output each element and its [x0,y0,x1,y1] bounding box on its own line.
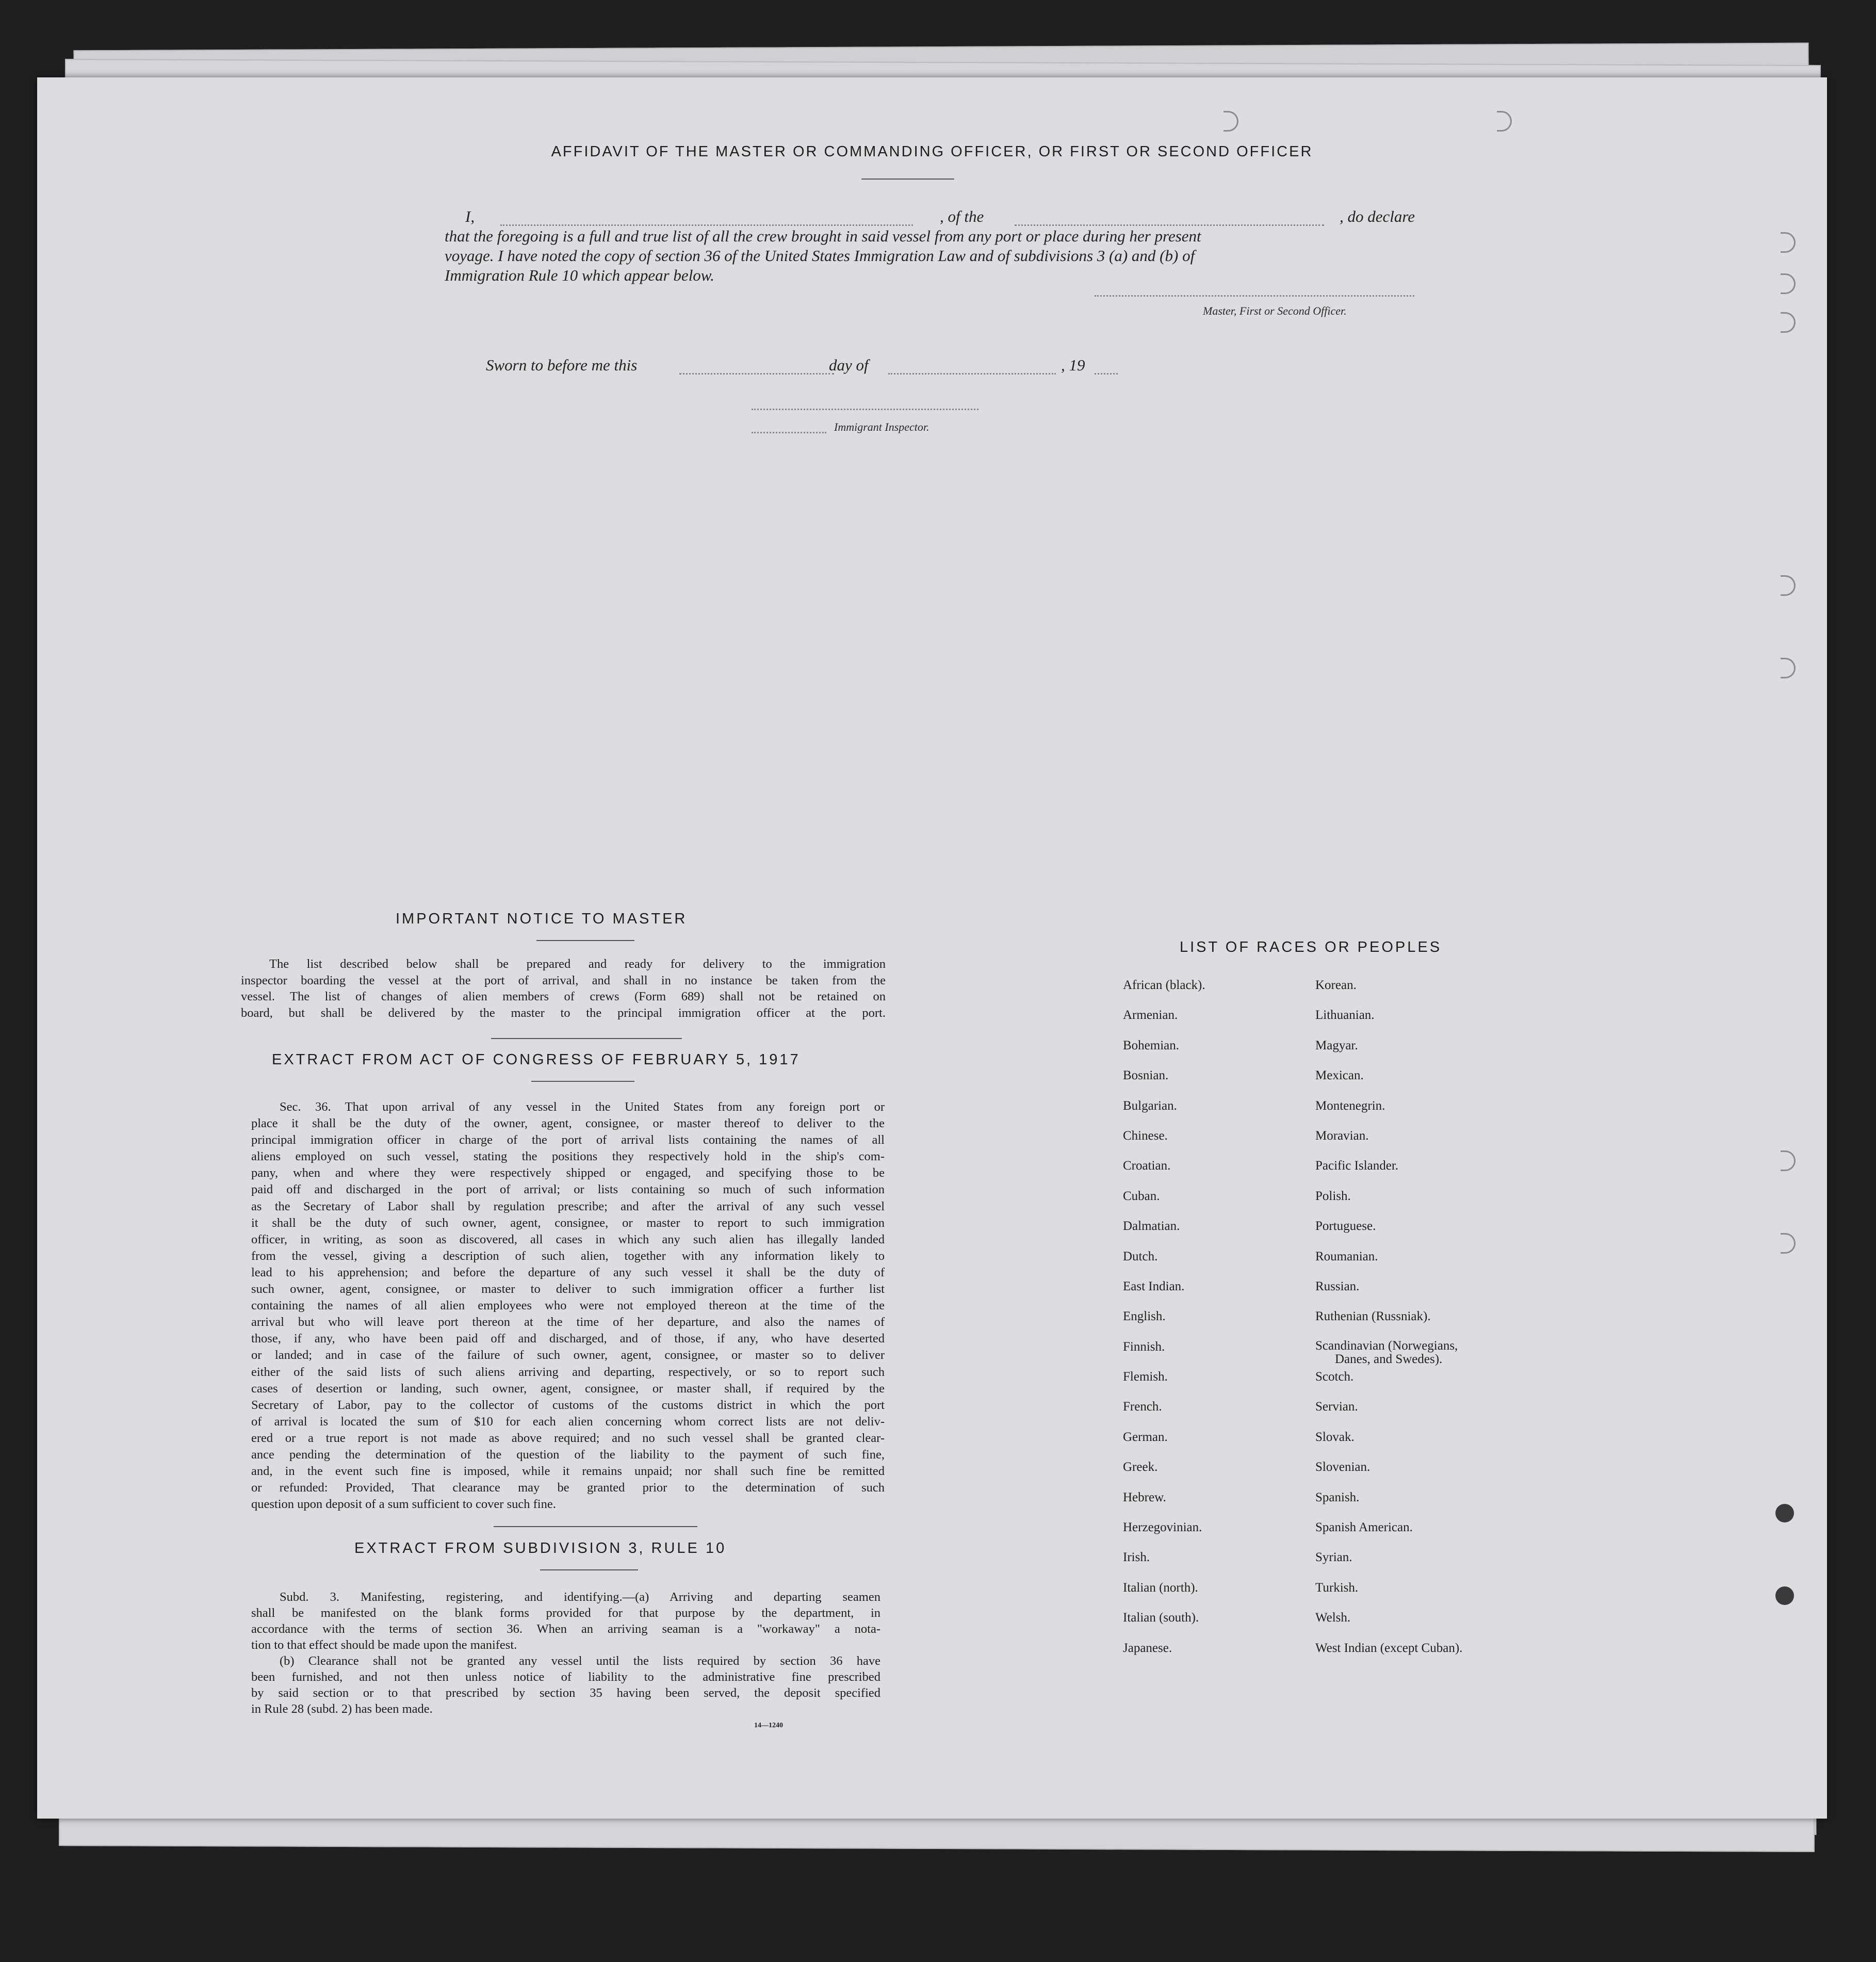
race-item: Russian. [1315,1279,1360,1293]
races-title: LIST OF RACES OR PEOPLES [1180,939,1442,955]
form-number: 14—1240 [754,1722,783,1729]
affidavit-line: voyage. I have noted the copy of section 36 of the United States Immigration Law and of subdivisions 3 (a) and (b) of [445,247,1195,265]
name-blank[interactable] [500,224,913,226]
rule-text [251,1589,880,1717]
race-item: Italian (south). [1123,1611,1199,1625]
punch-hole [1781,273,1796,294]
rule-line: Subd. 3. Manifesting, registering, and identifying.—(a) Arriving and departing seamen [280,1590,880,1604]
rule-line: by said section or to that prescribed by section 35 having been served, the deposit specified [251,1686,880,1700]
race-item: Mexican. [1315,1068,1364,1083]
race-item: Portuguese. [1315,1219,1376,1234]
race-item: Dalmatian. [1123,1219,1180,1234]
race-item: Armenian. [1123,1008,1178,1023]
rule-line: (b) Clearance shall not be granted any vessel until the lists required by section 36 have [280,1654,880,1668]
act-line: ered or a true report is not made as above required; and no such vessel shall be granted clear- [251,1431,885,1445]
day-blank[interactable] [679,373,834,375]
punch-hole [1781,575,1796,596]
vessel-blank[interactable] [1015,224,1324,226]
race-item [1315,1339,1462,1369]
affidavit-title: AFFIDAVIT OF THE MASTER OR COMMANDING OFFICER, OR FIRST OR SECOND OFFICER [551,143,1313,160]
race-item: Bulgarian. [1123,1098,1177,1113]
signature-blank[interactable] [1095,295,1414,297]
act-text [251,1099,885,1513]
rule-line: been furnished, and not then unless notice of liability to the administrative fine prescribed [251,1670,880,1684]
act-line: cases of desertion or landing, such owner, agent, consignee, or master shall, if required by the [251,1381,885,1396]
race-item: Lithuanian. [1315,1008,1375,1023]
punch-hole [1781,1150,1796,1171]
race-item: Bohemian. [1123,1038,1180,1052]
act-line: Secretary of Labor, pay to the collector of customs of the customs district in which the port [251,1398,885,1412]
notice-title: IMPORTANT NOTICE TO MASTER [396,911,688,927]
affidavit-line: Immigration Rule 10 which appear below. [445,266,714,284]
race-item: Roumanian. [1315,1249,1378,1263]
act-line: ance pending the determination of the question of the liability to the payment of such fine, [251,1447,885,1462]
sworn-label: Sworn to before me this [486,356,638,374]
race-item: Slovenian. [1315,1460,1371,1474]
divider [861,179,954,180]
race-item: Turkish. [1315,1580,1359,1595]
punch-hole [1775,1586,1794,1605]
race-item-line: Danes, and Swedes). [1335,1352,1443,1366]
race-item: Cuban. [1123,1189,1160,1203]
act-line: of arrival is located the sum of $10 for each alien concerning whom correct lists are not deliv- [251,1414,885,1429]
inspector-caption: Immigrant Inspector. [834,420,929,433]
act-line: place it shall be the duty of the owner, agent, consignee, or master thereof to deliver to the [251,1116,885,1131]
divider [491,1038,682,1039]
act-line: from the vessel, giving a description of such alien, together with any information likely to [251,1248,885,1263]
race-item: Spanish American. [1315,1520,1413,1535]
act-line: arrival but who will leave port thereon at the time of her departure, and also the names of [251,1315,885,1329]
punch-hole [1497,111,1512,132]
race-item-line: Scandinavian (Norwegians, [1315,1338,1458,1353]
act-line: pany, when and where they were respectively shipped or engaged, and specifying those to be [251,1166,885,1180]
race-item: Pacific Islander. [1315,1159,1399,1173]
act-line: or refunded: Provided, That clearance may be granted prior to the determination of such [251,1481,885,1495]
race-item: Spanish. [1315,1490,1360,1504]
act-line: principal immigration officer in charge of the port of arrival lists containing the names of all [251,1133,885,1147]
race-item: French. [1123,1400,1162,1414]
race-item: Polish. [1315,1189,1351,1203]
races-column-2 [1315,978,1462,1671]
act-line: it shall be the duty of such owner, agent, consignee, or master to report to such immigration [251,1215,885,1230]
race-item: Flemish. [1123,1370,1168,1384]
act-line: lead to his apprehension; and before the departure of any such vessel it shall be the duty of [251,1265,885,1279]
month-blank[interactable] [888,373,1056,375]
race-item: Croatian. [1123,1159,1171,1173]
race-item: Dutch. [1123,1249,1158,1263]
form-page [37,77,1827,1819]
act-line: such owner, agent, consignee, or master to deliver to such immigration officer a further list [251,1282,885,1296]
race-item: Finnish. [1123,1339,1165,1354]
act-line: question upon deposit of a sum sufficient to cover such fine. [251,1497,556,1512]
act-line: Sec. 36. That upon arrival of any vessel in the United States from any foreign port or [280,1100,885,1114]
race-item: German. [1123,1430,1168,1444]
notice-line: inspector boarding the vessel at the port of arrival, and shall in no instance be taken from the [241,973,886,987]
race-item: Herzegovinian. [1123,1520,1202,1535]
notice-line: board, but shall be delivered by the master to the principal immigration officer at the port. [241,1006,886,1020]
affidavit-i-label: I, [465,207,475,225]
race-item: Moravian. [1315,1128,1369,1143]
day-of-label: day of [829,356,869,374]
race-item: East Indian. [1123,1279,1185,1293]
race-item: African (black). [1123,978,1205,992]
of-the-label: , of the [940,207,984,225]
signature-caption: Master, First or Second Officer. [1203,304,1347,317]
rule-title: EXTRACT FROM SUBDIVISION 3, RULE 10 [354,1540,727,1556]
inspector-blank-short[interactable] [752,432,826,433]
notice-line: The list described below shall be prepared and ready for delivery to the immigration [269,957,886,971]
race-item: Syrian. [1315,1550,1352,1565]
act-line: those, if any, who have been paid off and discharged, and of those, if any, who have deserted [251,1332,885,1346]
race-item: West Indian (except Cuban). [1315,1641,1463,1655]
act-line: as the Secretary of Labor shall by regulation prescribe; and after the arrival of any such vessel [251,1199,885,1213]
divider [540,1569,638,1570]
act-line: either of the said lists of such aliens arriving and departing, respectively, or so to report such [251,1365,885,1379]
races-column-1 [1123,978,1205,1671]
do-declare-label: , do declare [1340,207,1415,225]
rule-line: accordance with the terms of section 36. When an arriving seaman is a "workaway" a nota- [251,1622,880,1636]
rule-line: tion to that effect should be made upon the manifest. [251,1638,517,1652]
race-item: Magyar. [1315,1038,1358,1052]
divider [494,1526,697,1527]
race-item: Italian (north). [1123,1580,1198,1595]
punch-hole [1781,1233,1796,1254]
race-item: Irish. [1123,1550,1150,1565]
punch-hole [1781,658,1796,678]
punch-hole [1781,232,1796,253]
race-item: Bosnian. [1123,1068,1169,1083]
race-item: Korean. [1315,978,1357,992]
act-line: and, in the event such fine is imposed, while it remains unpaid; nor shall such fine be remitted [251,1464,885,1479]
race-item: Hebrew. [1123,1490,1166,1504]
inspector-blank[interactable] [752,409,978,410]
punch-hole [1775,1504,1794,1522]
rule-line: shall be manifested on the blank forms provided for that purpose by the department, in [251,1606,880,1620]
race-item: Chinese. [1123,1128,1168,1143]
race-item: Servian. [1315,1400,1358,1414]
race-item: Slovak. [1315,1430,1355,1444]
rule-line: in Rule 28 (subd. 2) has been made. [251,1702,433,1716]
act-line: aliens employed on such vessel, stating the positions they respectively hold in the ship's com- [251,1149,885,1164]
divider [536,940,634,941]
year-label: , 19 [1061,356,1085,374]
race-item: Scotch. [1315,1370,1354,1384]
punch-hole [1781,312,1796,333]
punch-hole [1224,111,1238,132]
race-item: Montenegrin. [1315,1098,1385,1113]
act-line: or landed; and in case of the failure of such owner, agent, consignee, or master so to deliver [251,1348,885,1363]
race-item: Welsh. [1315,1611,1351,1625]
race-item: Greek. [1123,1460,1158,1474]
divider [531,1081,634,1082]
act-title: EXTRACT FROM ACT OF CONGRESS OF FEBRUARY 5, 1917 [272,1051,801,1068]
race-item: Ruthenian (Russniak). [1315,1309,1431,1324]
notice-line: vessel. The list of changes of alien members of crews (Form 689) shall not be retained on [241,990,886,1003]
act-line: paid off and discharged in the port of arrival; or lists containing so much of such information [251,1182,885,1197]
affidavit-line: that the foregoing is a full and true list of all the crew brought in said vessel from any port or place during her present [445,227,1201,245]
act-line: officer, in writing, as soon as discovered, all cases in which any such alien has illegally landed [251,1232,885,1246]
year-blank[interactable] [1095,373,1118,375]
race-item: English. [1123,1309,1166,1324]
notice-text [241,956,886,1021]
act-line: containing the names of all alien employees who were not employed thereon at the time of the [251,1299,885,1313]
race-item: Japanese. [1123,1641,1172,1655]
